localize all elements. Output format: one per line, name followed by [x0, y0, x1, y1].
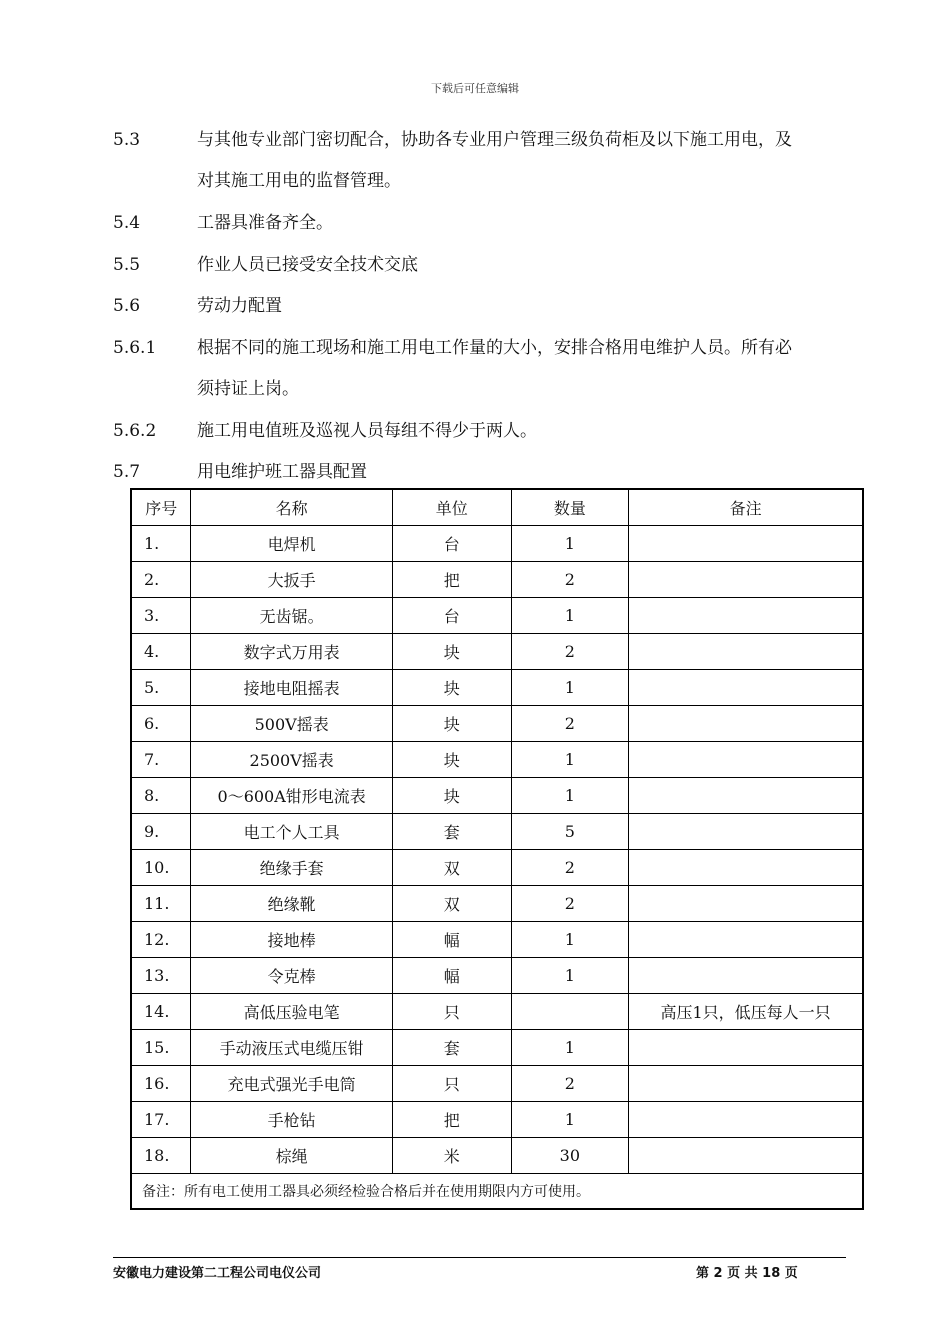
cell-name: 500V摇表 — [191, 706, 392, 742]
section-number: 5.6 — [113, 296, 141, 316]
table-row — [131, 1066, 863, 1102]
header-unit: 单位 — [392, 489, 511, 526]
cell-quantity: 1 — [511, 742, 629, 778]
table-row — [131, 1138, 863, 1174]
cell-index: 11. — [131, 886, 191, 922]
tools-table — [130, 488, 864, 1210]
section-text: 用电维护班工器具配置 — [197, 462, 367, 482]
cell-name: 高低压验电笔 — [191, 994, 392, 1030]
cell-unit: 块 — [392, 670, 511, 706]
cell-quantity: 1 — [511, 922, 629, 958]
footer-divider — [113, 1257, 846, 1258]
table-row — [131, 994, 863, 1030]
cell-index: 13. — [131, 958, 191, 994]
section-text: 作业人员已接受安全技术交底 — [197, 255, 418, 275]
cell-index: 1. — [131, 526, 191, 562]
table-row — [131, 850, 863, 886]
cell-remarks — [629, 526, 863, 562]
cell-name: 0～600A钳形电流表 — [191, 778, 392, 814]
cell-remarks — [629, 958, 863, 994]
table-row — [131, 634, 863, 670]
cell-name: 令克棒 — [191, 958, 392, 994]
cell-index: 12. — [131, 922, 191, 958]
cell-index: 17. — [131, 1102, 191, 1138]
cell-index: 5. — [131, 670, 191, 706]
cell-index: 6. — [131, 706, 191, 742]
header-remarks: 备注 — [629, 489, 863, 526]
cell-quantity: 1 — [511, 670, 629, 706]
cell-name: 手动液压式电缆压钳 — [191, 1030, 392, 1066]
section-number: 5.6.1 — [113, 338, 157, 358]
table-row — [131, 706, 863, 742]
cell-index: 18. — [131, 1138, 191, 1174]
cell-index: 10. — [131, 850, 191, 886]
section-text-line2: 对其施工用电的监督管理。 — [197, 171, 401, 191]
cell-remarks — [629, 670, 863, 706]
table-row — [131, 814, 863, 850]
cell-name: 绝缘靴 — [191, 886, 392, 922]
cell-unit: 只 — [392, 994, 511, 1030]
cell-unit: 块 — [392, 778, 511, 814]
table-note: 备注：所有电工使用工器具必须经检验合格后并在使用期限内方可使用。 — [131, 1174, 863, 1210]
section-number: 5.7 — [113, 462, 141, 482]
cell-index: 15. — [131, 1030, 191, 1066]
table-row — [131, 1030, 863, 1066]
section-number: 5.3 — [113, 130, 141, 150]
cell-index: 8. — [131, 778, 191, 814]
section-text: 工器具准备齐全。 — [197, 213, 333, 233]
cell-unit: 幅 — [392, 958, 511, 994]
page-header-note: 下载后可任意编辑 — [431, 82, 519, 95]
cell-name: 无齿锯。 — [191, 598, 392, 634]
table-row — [131, 958, 863, 994]
cell-unit: 块 — [392, 634, 511, 670]
cell-name: 绝缘手套 — [191, 850, 392, 886]
cell-remarks — [629, 850, 863, 886]
header-quantity: 数量 — [511, 489, 629, 526]
section-number: 5.5 — [113, 255, 141, 275]
table-row — [131, 562, 863, 598]
cell-quantity: 1 — [511, 1030, 629, 1066]
section-text — [197, 338, 887, 399]
section-number: 5.6.2 — [113, 421, 157, 441]
table-row — [131, 886, 863, 922]
cell-quantity: 1 — [511, 598, 629, 634]
cell-remarks — [629, 814, 863, 850]
cell-unit: 只 — [392, 1066, 511, 1102]
cell-name: 2500V摇表 — [191, 742, 392, 778]
table-row — [131, 1102, 863, 1138]
cell-quantity: 30 — [511, 1138, 629, 1174]
cell-index: 7. — [131, 742, 191, 778]
cell-name: 充电式强光手电筒 — [191, 1066, 392, 1102]
header-name: 名称 — [191, 489, 392, 526]
cell-unit: 台 — [392, 526, 511, 562]
cell-unit: 块 — [392, 706, 511, 742]
cell-quantity: 1 — [511, 958, 629, 994]
cell-index: 9. — [131, 814, 191, 850]
cell-remarks — [629, 1102, 863, 1138]
table-row — [131, 778, 863, 814]
table-row — [131, 598, 863, 634]
cell-unit: 幅 — [392, 922, 511, 958]
cell-quantity: 2 — [511, 706, 629, 742]
cell-quantity: 1 — [511, 1102, 629, 1138]
table-row — [131, 526, 863, 562]
cell-name: 手枪钻 — [191, 1102, 392, 1138]
cell-unit: 把 — [392, 1102, 511, 1138]
section-text-line1: 根据不同的施工现场和施工用电工作量的大小，安排合格用电维护人员。所有必 — [197, 338, 792, 358]
cell-quantity: 2 — [511, 850, 629, 886]
cell-index: 14. — [131, 994, 191, 1030]
footer-company: 安徽电力建设第二工程公司电仪公司 — [113, 1266, 322, 1281]
cell-remarks — [629, 1030, 863, 1066]
cell-quantity: 5 — [511, 814, 629, 850]
cell-name: 电焊机 — [191, 526, 392, 562]
cell-remarks — [629, 634, 863, 670]
table-row — [131, 922, 863, 958]
cell-quantity: 2 — [511, 634, 629, 670]
cell-remarks: 高压1只，低压每人一只 — [629, 994, 863, 1030]
cell-remarks — [629, 706, 863, 742]
cell-remarks — [629, 1138, 863, 1174]
cell-index: 3. — [131, 598, 191, 634]
table-row — [131, 670, 863, 706]
cell-index: 16. — [131, 1066, 191, 1102]
section-text-line1: 与其他专业部门密切配合，协助各专业用户管理三级负荷柜及以下施工用电，及 — [197, 130, 792, 150]
cell-name: 接地电阻摇表 — [191, 670, 392, 706]
cell-remarks — [629, 886, 863, 922]
cell-name: 接地棒 — [191, 922, 392, 958]
cell-unit: 双 — [392, 886, 511, 922]
cell-unit: 米 — [392, 1138, 511, 1174]
cell-index: 2. — [131, 562, 191, 598]
section-text-line2: 须持证上岗。 — [197, 379, 299, 399]
cell-quantity: 2 — [511, 562, 629, 598]
cell-name: 大扳手 — [191, 562, 392, 598]
section-text: 劳动力配置 — [197, 296, 282, 316]
footer-page-number: 第 2 页 共 18 页 — [696, 1266, 798, 1281]
section-text: 施工用电值班及巡视人员每组不得少于两人。 — [197, 421, 537, 441]
cell-name: 电工个人工具 — [191, 814, 392, 850]
section-number: 5.4 — [113, 213, 141, 233]
cell-index: 4. — [131, 634, 191, 670]
cell-remarks — [629, 778, 863, 814]
cell-unit: 套 — [392, 814, 511, 850]
cell-quantity: 2 — [511, 1066, 629, 1102]
cell-unit: 双 — [392, 850, 511, 886]
cell-remarks — [629, 1066, 863, 1102]
header-index: 序号 — [131, 489, 191, 526]
table-row — [131, 742, 863, 778]
cell-remarks — [629, 922, 863, 958]
cell-quantity — [511, 994, 629, 1030]
cell-quantity: 2 — [511, 886, 629, 922]
cell-remarks — [629, 562, 863, 598]
section-text — [197, 130, 887, 191]
cell-quantity: 1 — [511, 526, 629, 562]
cell-name: 棕绳 — [191, 1138, 392, 1174]
table-note-row — [131, 1174, 863, 1210]
cell-unit: 块 — [392, 742, 511, 778]
cell-unit: 套 — [392, 1030, 511, 1066]
cell-remarks — [629, 742, 863, 778]
cell-unit: 把 — [392, 562, 511, 598]
table-header-row — [131, 489, 863, 526]
cell-remarks — [629, 598, 863, 634]
cell-name: 数字式万用表 — [191, 634, 392, 670]
cell-unit: 台 — [392, 598, 511, 634]
cell-quantity: 1 — [511, 778, 629, 814]
